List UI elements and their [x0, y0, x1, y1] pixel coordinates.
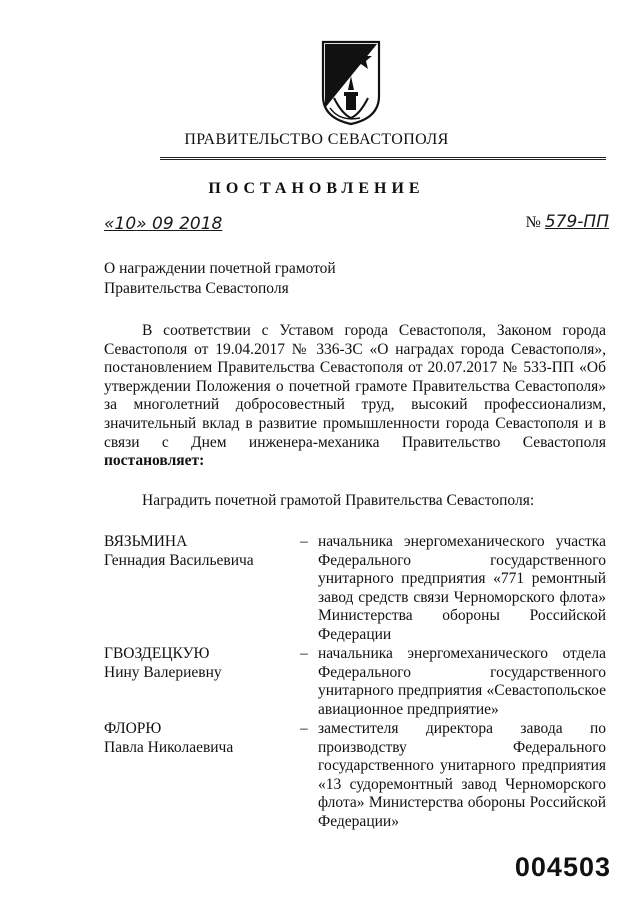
body-paragraph: [104, 322, 606, 471]
recipient-entry: [104, 533, 606, 643]
recipient-surname: ГВОЗДЕЦКУЮ: [104, 645, 210, 662]
number-prefix: №: [525, 214, 541, 231]
recipient-dash: –: [300, 720, 308, 737]
subject-line-1: О награждении почетной грамотой: [104, 260, 336, 277]
award-intro: Наградить почетной грамотой Правительства Севастополя:: [142, 492, 535, 509]
serial-number: 004503: [514, 852, 611, 882]
recipient-name: [104, 645, 294, 682]
recipient-entry: [104, 645, 606, 718]
recipient-description: заместителя директора завода по производству Федерального государственного унитарного предприятия «13 судоремонтный завод Черноморского флота» Министерства обороны Российской Федерации»: [318, 720, 606, 830]
government-title: ПРАВИТЕЛЬСТВО СЕВАСТОПОЛЯ: [184, 131, 449, 148]
recipient-surname: ФЛОРЮ: [104, 720, 162, 737]
recipient-entry: [104, 720, 606, 830]
recipient-dash: –: [300, 533, 308, 550]
recipient-name: [104, 533, 294, 570]
recipient-description: начальника энергомеханического отдела Федерального государственного унитарного предприятия «Севастопольское авиационное предприятие»: [318, 645, 606, 718]
document-number: [526, 212, 609, 232]
date-day: 10: [114, 214, 137, 234]
date-handwritten: «10» 09 2018: [104, 214, 223, 234]
recipient-name: [104, 720, 294, 757]
recipient-given-names: Геннадия Васильевича: [104, 551, 254, 569]
header-divider: [160, 157, 606, 160]
date-month: 09: [152, 214, 174, 234]
recipient-description: начальника энергомеханического участка Федерального государственного унитарного предприятия «771 ремонтный завод средств связи Черноморского флота» Министерства обороны Российской Федерации: [318, 533, 606, 643]
recipient-dash: –: [300, 645, 308, 662]
sevastopol-coat-of-arms-icon: [320, 38, 382, 126]
date-year: 2018: [179, 214, 223, 234]
recipient-given-names: Нину Валериевну: [104, 663, 222, 681]
recipient-surname: ВЯЗЬМИНА: [104, 533, 188, 550]
document-subject: [104, 259, 336, 299]
number-value: 579-ПП: [544, 212, 609, 232]
recipient-given-names: Павла Николаевича: [104, 738, 234, 756]
document-type-title: ПОСТАНОВЛЕНИЕ: [208, 180, 425, 197]
body-text: В соответствии с Уставом города Севастополя, Законом города Севастополя от 19.04.2017 № 336-ЗС «О наградах города Севастополя», постановлением Правительства Севастополя от 20.07.2017 № 533-ПП «Об утверждении Положения о почетной грамоте Правительства Севастополя» за многолетний добросовестный труд, высокий профессионализм, значительный вклад в развитие промышленности города Севастополя и в связи с Днем инженера-механика Правительство Севастополя: [104, 322, 606, 451]
subject-line-2: Правительства Севастополя: [104, 280, 289, 297]
body-resolve: постановляет:: [104, 452, 205, 470]
document-date: [104, 214, 222, 234]
